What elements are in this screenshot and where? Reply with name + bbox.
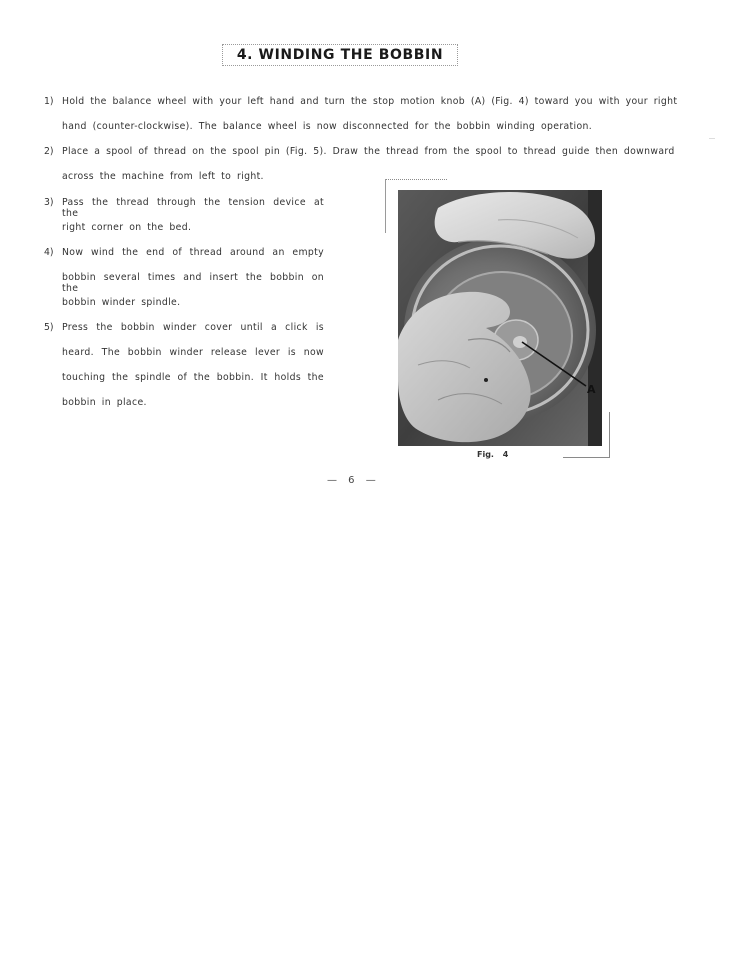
step-1-line-2: hand (counter-clockwise). The balance wheel is now disconnected for the bobbin winding operation. — [62, 121, 593, 132]
figure-4-photo — [398, 190, 602, 446]
figure-frame-bottom — [563, 457, 610, 458]
page-number: — 6 — — [327, 475, 380, 486]
step-5-line-4: bobbin in place. — [62, 397, 147, 408]
step-5-line-2: heard. The bobbin winder release lever is now — [62, 347, 324, 358]
step-1-line-1: Hold the balance wheel with your left hand and turn the stop motion knob (A) (Fig. 4) toward you with your right — [62, 96, 678, 107]
step-2-line-1: Place a spool of thread on the spool pin (Fig. 5). Draw the thread from the spool to thread guide then downward — [62, 146, 675, 157]
step-4-line-1: Now wind the end of thread around an empty — [62, 247, 324, 258]
callout-label-a: A — [587, 383, 596, 396]
step-5-line-1: Press the bobbin winder cover until a click is — [62, 322, 324, 333]
figure-frame-right — [609, 412, 610, 458]
step-3-number: 3) — [44, 197, 54, 208]
step-5-number: 5) — [44, 322, 54, 333]
step-1-number: 1) — [44, 96, 54, 107]
step-4-line-2: bobbin several times and insert the bobbin on the — [62, 272, 324, 294]
figure-4-illustration — [398, 190, 602, 446]
section-title-box — [222, 44, 458, 66]
step-2-number: 2) — [44, 146, 54, 157]
step-3-line-2: right corner on the bed. — [62, 222, 192, 233]
figure-frame-left — [385, 179, 386, 233]
figure-caption: Fig. 4 — [477, 450, 509, 459]
step-4-number: 4) — [44, 247, 54, 258]
margin-mark — [709, 138, 715, 139]
figure-frame-top — [385, 179, 447, 180]
step-2-line-2: across the machine from left to right. — [62, 171, 264, 182]
step-3-line-1: Pass the thread through the tension device at the — [62, 197, 324, 219]
section-title: 4. WINDING THE BOBBIN — [236, 47, 444, 63]
step-5-line-3: touching the spindle of the bobbin. It holds the — [62, 372, 324, 383]
step-4-line-3: bobbin winder spindle. — [62, 297, 181, 308]
